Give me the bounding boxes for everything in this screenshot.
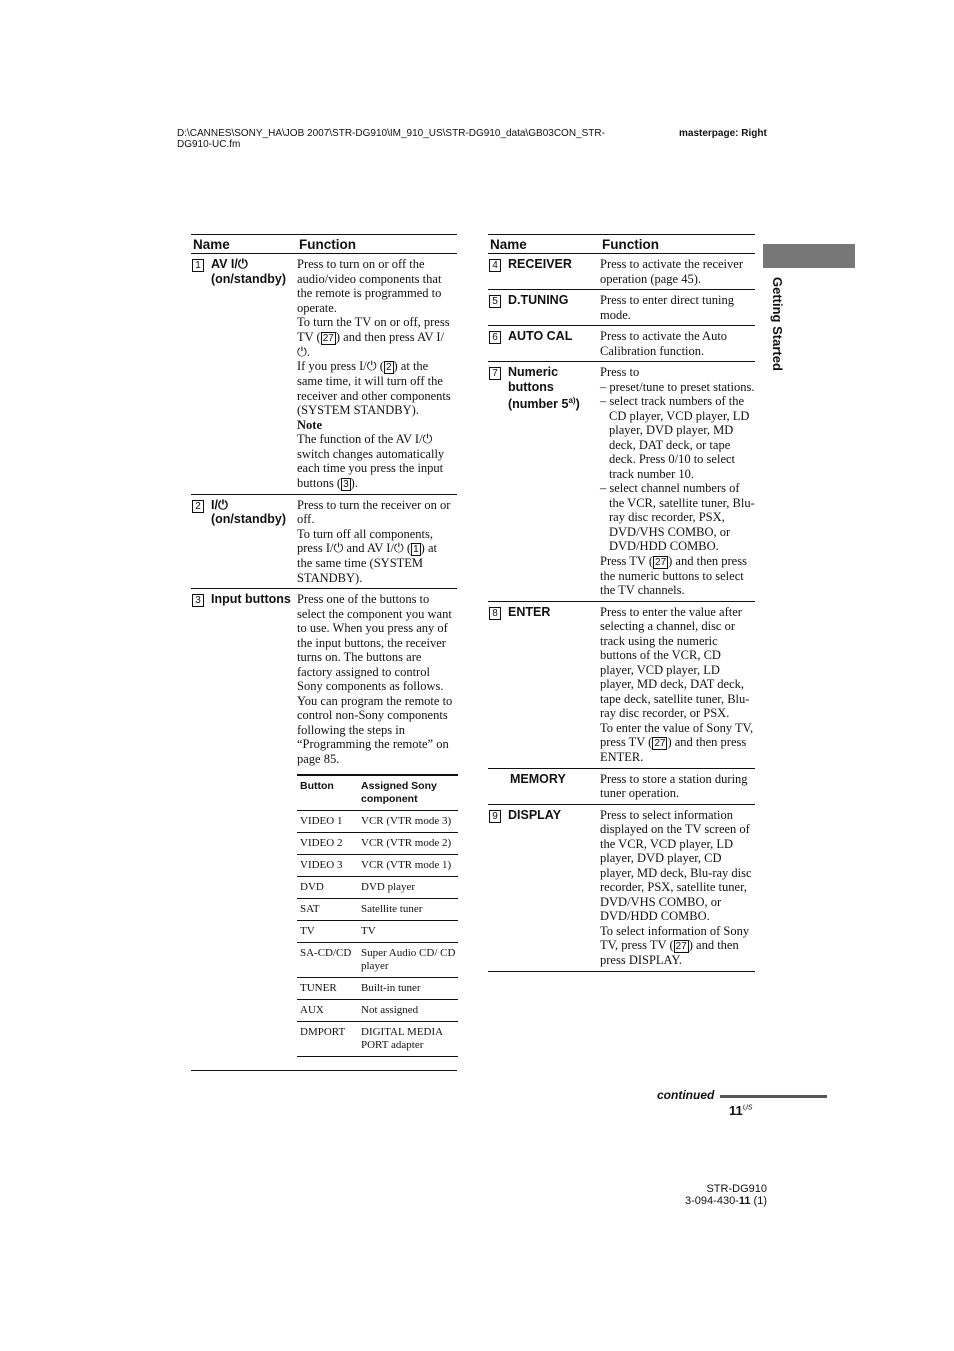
- table-row: [488, 768, 755, 804]
- button-column-header: Button: [297, 775, 358, 811]
- table-row: [488, 601, 755, 768]
- item-name-sub: (number 5$^{a)}$): [508, 396, 580, 412]
- name-column-header: Name: [191, 235, 297, 254]
- file-path-line2: DG910-UC.fm: [177, 139, 241, 150]
- table-row: [488, 326, 755, 362]
- item-name: AUTO CAL: [508, 329, 573, 343]
- item-name-sub: (on/standby): [211, 512, 286, 526]
- table-row: TV TV: [297, 921, 458, 943]
- function-text: Press to turn on or off the audio/video components that the remote is programmed to operate.: [297, 257, 442, 315]
- function-text: To turn off all components, press I/⏻ and AV I/⏻ ( 1 ) at the same time (SYSTEM STANDBY).: [297, 526, 437, 585]
- section-tab: [763, 244, 855, 268]
- table-row: AUX Not assigned: [297, 1000, 458, 1022]
- table-row: VIDEO 2 VCR (VTR mode 2): [297, 833, 458, 855]
- section-label: Getting Started: [770, 277, 785, 371]
- function-text: Press TV ( 27 ) and then press the numeric buttons to select the TV channels.: [600, 553, 747, 597]
- function-text: Press to store a station during tuner operation.: [600, 771, 748, 800]
- function-text: Press to activate the Auto Calibration function.: [600, 329, 728, 358]
- function-text: Press one of the buttons to select the component you want to use. When you press any of the input buttons, the receiver turns on. The buttons are factory assigned to control Sony components as follows. You can program the remote to control non-Sony components following the steps in “Programming the remote” on page 85.: [297, 592, 453, 766]
- file-path-header: [177, 128, 605, 150]
- item-name-sub: (on/standby): [211, 271, 286, 286]
- function-bullet: – preset/tune to preset stations.: [600, 379, 755, 394]
- item-name: D.TUNING: [508, 293, 569, 307]
- item-number: 8: [489, 607, 501, 620]
- function-text: To turn the TV on or off, press TV ( 27 ) and then press AV I/⏻.: [297, 315, 450, 359]
- model-number: STR-DG910: [706, 1183, 767, 1195]
- right-function-table: [488, 234, 755, 972]
- item-number: 5: [489, 295, 501, 308]
- function-text: Press to enter the value after selecting a channel, disc or track using the numeric buttons of the VCR, CD player, VCD player, LD player, MD deck, DAT deck, tape deck, satellite tuner, Blu-ray disc recorder, or PSX.: [600, 604, 750, 720]
- footnote-marker: a): [568, 396, 576, 405]
- item-name: DISPLAY: [508, 807, 562, 822]
- page-number: $11^{US}$: [729, 1103, 753, 1118]
- item-ref: 1: [413, 544, 419, 555]
- item-number: 9: [489, 810, 501, 823]
- table-row: DVD DVD player: [297, 877, 458, 899]
- model-footer: [685, 1183, 767, 1207]
- item-ref: 27: [655, 556, 667, 568]
- component-column-header: Assigned Sony component: [358, 775, 458, 811]
- table-row: TUNER Built-in tuner: [297, 978, 458, 1000]
- item-name-sub: buttons: [508, 379, 554, 394]
- item-ref: 3: [343, 478, 349, 490]
- table-row: [191, 589, 457, 1071]
- continued-rule: [720, 1095, 827, 1098]
- table-row: [191, 254, 457, 495]
- function-text: To select information of Sony TV, press TV ( 27 ) and then press DISPLAY.: [600, 923, 750, 967]
- item-number: 1: [192, 259, 204, 272]
- function-text: Press to enter direct tuning mode.: [600, 293, 734, 322]
- item-number: 2: [192, 500, 204, 513]
- item-ref: 27: [654, 738, 666, 749]
- table-row: SA-CD/CD Super Audio CD/ CD player: [297, 943, 458, 978]
- item-ref: 2: [385, 362, 392, 373]
- table-row: [488, 254, 755, 290]
- item-number: 6: [489, 331, 501, 344]
- part-code: 3-094-430-11 (1): [685, 1195, 767, 1207]
- table-row: VIDEO 3 VCR (VTR mode 1): [297, 855, 458, 877]
- item-number: 7: [489, 367, 501, 380]
- function-text: If you press I/⏻ ( 2 ) at the same time, it will turn off the receiver and other components (SYSTEM STANDBY).: [297, 359, 451, 417]
- item-name: Numeric: [508, 365, 559, 379]
- item-name: RECEIVER: [508, 257, 572, 271]
- table-row: [488, 804, 755, 971]
- item-name: I/⏻: [211, 497, 228, 512]
- page-region-marker: US: [742, 1104, 753, 1112]
- function-column-header: Function: [600, 235, 755, 254]
- function-text: Press to activate the receiver operation (page 45).: [600, 257, 743, 286]
- item-name: Input buttons: [211, 592, 291, 606]
- input-assignment-table: [297, 774, 458, 1057]
- note-heading: Note: [297, 417, 322, 432]
- note-text: The function of the AV I/⏻ switch changes automatically each time you press the input buttons ( 3 ).: [297, 432, 445, 490]
- masterpage-label: masterpage: Right: [679, 128, 767, 139]
- table-row: SAT Satellite tuner: [297, 899, 458, 921]
- function-bullet: – select channel numbers of the VCR, satellite tuner, Blu-ray disc recorder, PSX, DVD/VHS COMBO, or DVD/HDD COMBO.: [600, 481, 755, 553]
- function-text: To enter the value of Sony TV, press TV ( 27 ) and then press ENTER.: [600, 720, 754, 764]
- function-bullet: – select track numbers of the CD player, VCD player, LD player, DVD player, MD deck, DAT deck, or tape deck. Press 0/10 to select track number 10.: [600, 394, 750, 481]
- item-number: 3: [192, 594, 204, 607]
- item-number: 4: [489, 259, 501, 272]
- item-name: ENTER: [508, 604, 551, 619]
- function-column-header: Function: [297, 235, 457, 254]
- table-row: [488, 362, 755, 602]
- table-row: VIDEO 1 VCR (VTR mode 3): [297, 811, 458, 833]
- item-name: MEMORY: [510, 771, 566, 786]
- item-name: AV I/⏻: [211, 257, 248, 271]
- function-text: Press to: [600, 365, 640, 379]
- table-row: [191, 494, 457, 589]
- table-row: DMPORT DIGITAL MEDIA PORT adapter: [297, 1022, 458, 1057]
- continued-label: continued: [657, 1088, 715, 1102]
- item-ref: 27: [322, 332, 334, 344]
- left-function-table: [191, 234, 457, 1071]
- item-ref: 27: [675, 941, 687, 952]
- name-column-header: Name: [488, 235, 600, 254]
- function-text: Press to select information displayed on the TV screen of the VCR, VCD player, LD player, DVD player, CD player, MD deck, Blu-ray disc recorder, PSX, satellite tuner, DVD/VHS COMBO, or DVD/HDD COMBO.: [600, 807, 752, 923]
- file-path-line1: D:\CANNES\SONY_HA\JOB 2007\STR-DG910\IM_910_US\STR-DG910_data\GB03CON_STR-: [177, 128, 605, 139]
- function-text: Press to turn the receiver on or off.: [297, 497, 451, 526]
- table-row: [488, 290, 755, 326]
